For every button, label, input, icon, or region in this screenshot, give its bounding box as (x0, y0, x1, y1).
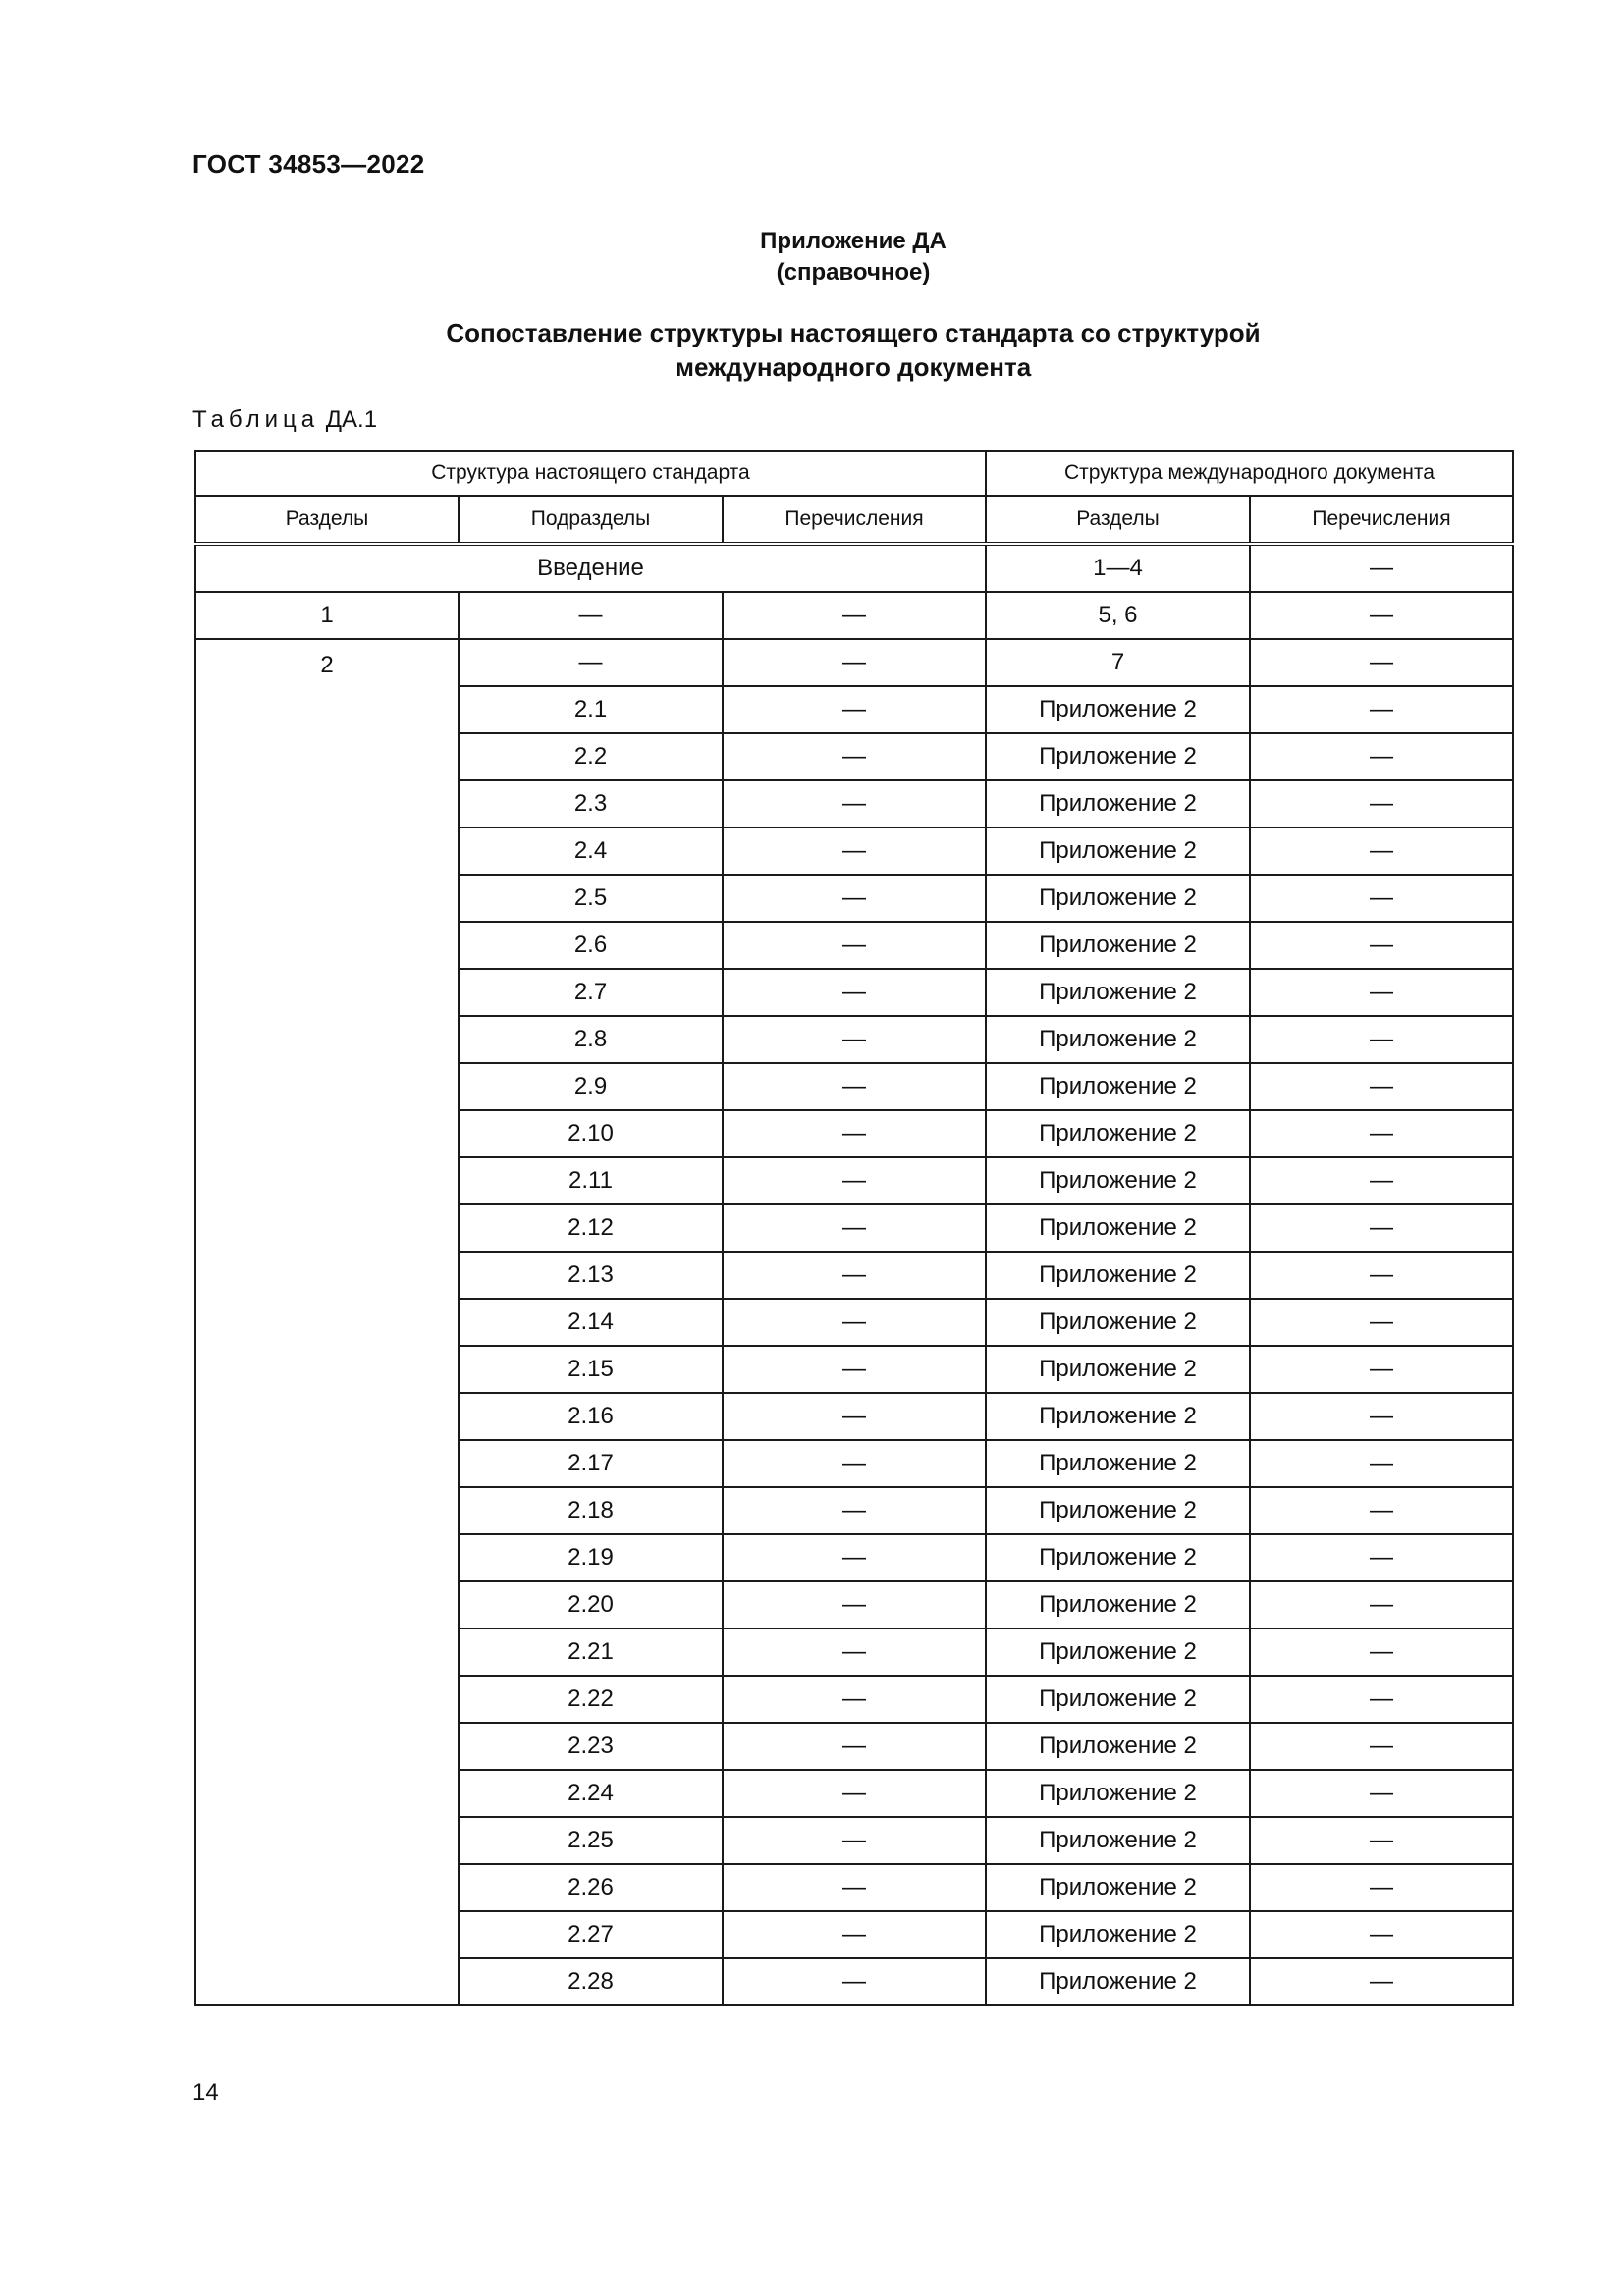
table-cell: Приложение 2 (986, 1440, 1250, 1487)
table-cell: Приложение 2 (986, 1629, 1250, 1676)
col-header-intl-sections: Разделы (986, 496, 1250, 544)
table-cell: — (1250, 1110, 1513, 1157)
table-cell: Приложение 2 (986, 1110, 1250, 1157)
table-cell: 2.8 (459, 1016, 723, 1063)
table-cell: — (723, 780, 986, 828)
table-cell: Приложение 2 (986, 1770, 1250, 1817)
table-cell: 2.4 (459, 828, 723, 875)
table-cell: 1—4 (986, 544, 1250, 592)
table-cell: Приложение 2 (986, 1723, 1250, 1770)
table-cell: — (459, 592, 723, 639)
table-cell: 2.25 (459, 1817, 723, 1864)
table-cell: — (723, 686, 986, 733)
table-cell: — (723, 1864, 986, 1911)
table-cell: Приложение 2 (986, 922, 1250, 969)
page-number: 14 (192, 2079, 219, 2106)
page-title (0, 316, 1624, 385)
intro-cell: Введение (195, 544, 986, 592)
table-cell: Приложение 2 (986, 1676, 1250, 1723)
table-cell: 2.26 (459, 1864, 723, 1911)
table-cell: — (1250, 686, 1513, 733)
table-cell: — (1250, 1864, 1513, 1911)
table-cell: Приложение 2 (986, 1063, 1250, 1110)
table-cell: Приложение 2 (986, 1157, 1250, 1204)
table-row (195, 639, 1513, 686)
table-cell: — (723, 1629, 986, 1676)
table-cell: — (723, 922, 986, 969)
table-cell: — (723, 1063, 986, 1110)
table-cell: Приложение 2 (986, 1252, 1250, 1299)
table-cell: Приложение 2 (986, 1393, 1250, 1440)
group-header-row (195, 451, 1513, 496)
table-cell: — (723, 639, 986, 686)
table-cell: — (1250, 1911, 1513, 1958)
table-cell: — (1250, 1252, 1513, 1299)
table-cell: Приложение 2 (986, 1299, 1250, 1346)
table-cell: — (723, 1581, 986, 1629)
table-cell: 2.5 (459, 875, 723, 922)
table-cell: 2.13 (459, 1252, 723, 1299)
comparison-table-body (195, 451, 1513, 2005)
table-cell: 2.14 (459, 1299, 723, 1346)
table-cell: 2.2 (459, 733, 723, 780)
table-cell: — (723, 1958, 986, 2005)
table-cell: Приложение 2 (986, 780, 1250, 828)
table-cell: — (1250, 922, 1513, 969)
table-cell: — (1250, 1016, 1513, 1063)
table-cell: 2.1 (459, 686, 723, 733)
table-cell: — (723, 1911, 986, 1958)
table-cell: 2.27 (459, 1911, 723, 1958)
table-cell: Приложение 2 (986, 686, 1250, 733)
table-cell: — (1250, 1534, 1513, 1581)
document-code: ГОСТ 34853—2022 (192, 149, 425, 179)
table-cell: — (723, 1393, 986, 1440)
table-cell: — (1250, 1676, 1513, 1723)
table-cell: — (1250, 828, 1513, 875)
group-header-national: Структура настоящего стандарта (195, 451, 986, 496)
table-cell: Приложение 2 (986, 1487, 1250, 1534)
table-cell: — (723, 969, 986, 1016)
table-cell: Приложение 2 (986, 1016, 1250, 1063)
table-cell: 2.21 (459, 1629, 723, 1676)
table-cell: — (1250, 592, 1513, 639)
table-cell: — (1250, 1063, 1513, 1110)
table-cell: 2.12 (459, 1204, 723, 1252)
table-cell: — (723, 1676, 986, 1723)
table-cell: — (459, 639, 723, 686)
table-cell: 2.23 (459, 1723, 723, 1770)
table-cell: Приложение 2 (986, 733, 1250, 780)
group-header-international: Структура международного документа (986, 451, 1513, 496)
table-cell: — (1250, 1581, 1513, 1629)
table-cell: Приложение 2 (986, 875, 1250, 922)
table-cell: — (1250, 1440, 1513, 1487)
table-cell: — (723, 733, 986, 780)
table-cell: — (1250, 1958, 1513, 2005)
table-cell: — (723, 1252, 986, 1299)
table-cell: — (723, 1487, 986, 1534)
table-cell: — (723, 1110, 986, 1157)
table-cell: — (1250, 1629, 1513, 1676)
table-cell: 2.9 (459, 1063, 723, 1110)
table-cell: — (1250, 1299, 1513, 1346)
table-caption-id: ДА.1 (325, 406, 378, 433)
table-cell: — (723, 1204, 986, 1252)
table-cell: 2.17 (459, 1440, 723, 1487)
table-cell: Приложение 2 (986, 1817, 1250, 1864)
table-cell: 1 (195, 592, 459, 639)
table-cell: — (723, 1723, 986, 1770)
table-cell: — (723, 1157, 986, 1204)
table-cell: — (1250, 1157, 1513, 1204)
table-cell: — (1250, 733, 1513, 780)
table-cell: — (1250, 1723, 1513, 1770)
table-cell: 2.24 (459, 1770, 723, 1817)
table-cell: 2.20 (459, 1581, 723, 1629)
table-cell: 2.19 (459, 1534, 723, 1581)
table-cell: Приложение 2 (986, 1204, 1250, 1252)
table-cell: 2.18 (459, 1487, 723, 1534)
table-cell: 2.6 (459, 922, 723, 969)
table-cell: 2.15 (459, 1346, 723, 1393)
col-header-subsections: Подразделы (459, 496, 723, 544)
table-cell: 2.16 (459, 1393, 723, 1440)
table-cell: — (723, 1534, 986, 1581)
table-cell: 2.3 (459, 780, 723, 828)
table-cell: — (723, 828, 986, 875)
col-header-sections: Разделы (195, 496, 459, 544)
table-cell: — (723, 1770, 986, 1817)
table-cell: 2.7 (459, 969, 723, 1016)
table-cell: Приложение 2 (986, 969, 1250, 1016)
table-cell: — (1250, 969, 1513, 1016)
table-cell: 2.11 (459, 1157, 723, 1204)
comparison-table (194, 450, 1514, 2006)
annex-heading (0, 226, 1624, 289)
table-cell: Приложение 2 (986, 1346, 1250, 1393)
table-cell: — (723, 1016, 986, 1063)
table-cell: 7 (986, 639, 1250, 686)
table-cell: 2.28 (459, 1958, 723, 2005)
table-cell: — (723, 1299, 986, 1346)
table-cell: — (1250, 1770, 1513, 1817)
annex-type: (справочное) (776, 259, 931, 286)
table-cell: — (1250, 875, 1513, 922)
table-cell: Приложение 2 (986, 1958, 1250, 2005)
table-cell: — (1250, 1817, 1513, 1864)
table-cell: — (1250, 780, 1513, 828)
section-2-cell: 2 (195, 639, 459, 2005)
table-caption (192, 406, 377, 434)
table-cell: — (723, 1346, 986, 1393)
table-cell: — (723, 875, 986, 922)
annex-title: Приложение ДА (760, 228, 947, 254)
table-cell: — (1250, 544, 1513, 592)
table-cell: — (1250, 639, 1513, 686)
table-cell: Приложение 2 (986, 1581, 1250, 1629)
table-cell: Приложение 2 (986, 828, 1250, 875)
table-cell: 2.22 (459, 1676, 723, 1723)
col-header-enumerations: Перечисления (723, 496, 986, 544)
table-cell: — (723, 1817, 986, 1864)
table-row (195, 592, 1513, 639)
table-row (195, 544, 1513, 592)
table-cell: 5, 6 (986, 592, 1250, 639)
col-header-intl-enumerations: Перечисления (1250, 496, 1513, 544)
table-cell: — (723, 1440, 986, 1487)
table-cell: — (1250, 1487, 1513, 1534)
table-caption-prefix: Таблица (192, 406, 320, 433)
column-header-row (195, 496, 1513, 544)
table-cell: — (723, 592, 986, 639)
page-title-line-1: Сопоставление структуры настоящего стандарта со структурой (446, 318, 1261, 347)
table-cell: Приложение 2 (986, 1534, 1250, 1581)
table-cell: Приложение 2 (986, 1864, 1250, 1911)
table-cell: Приложение 2 (986, 1911, 1250, 1958)
page-title-line-2: международного документа (675, 352, 1032, 382)
table-cell: — (1250, 1204, 1513, 1252)
table-cell: — (1250, 1393, 1513, 1440)
table-cell: 2.10 (459, 1110, 723, 1157)
table-cell: — (1250, 1346, 1513, 1393)
